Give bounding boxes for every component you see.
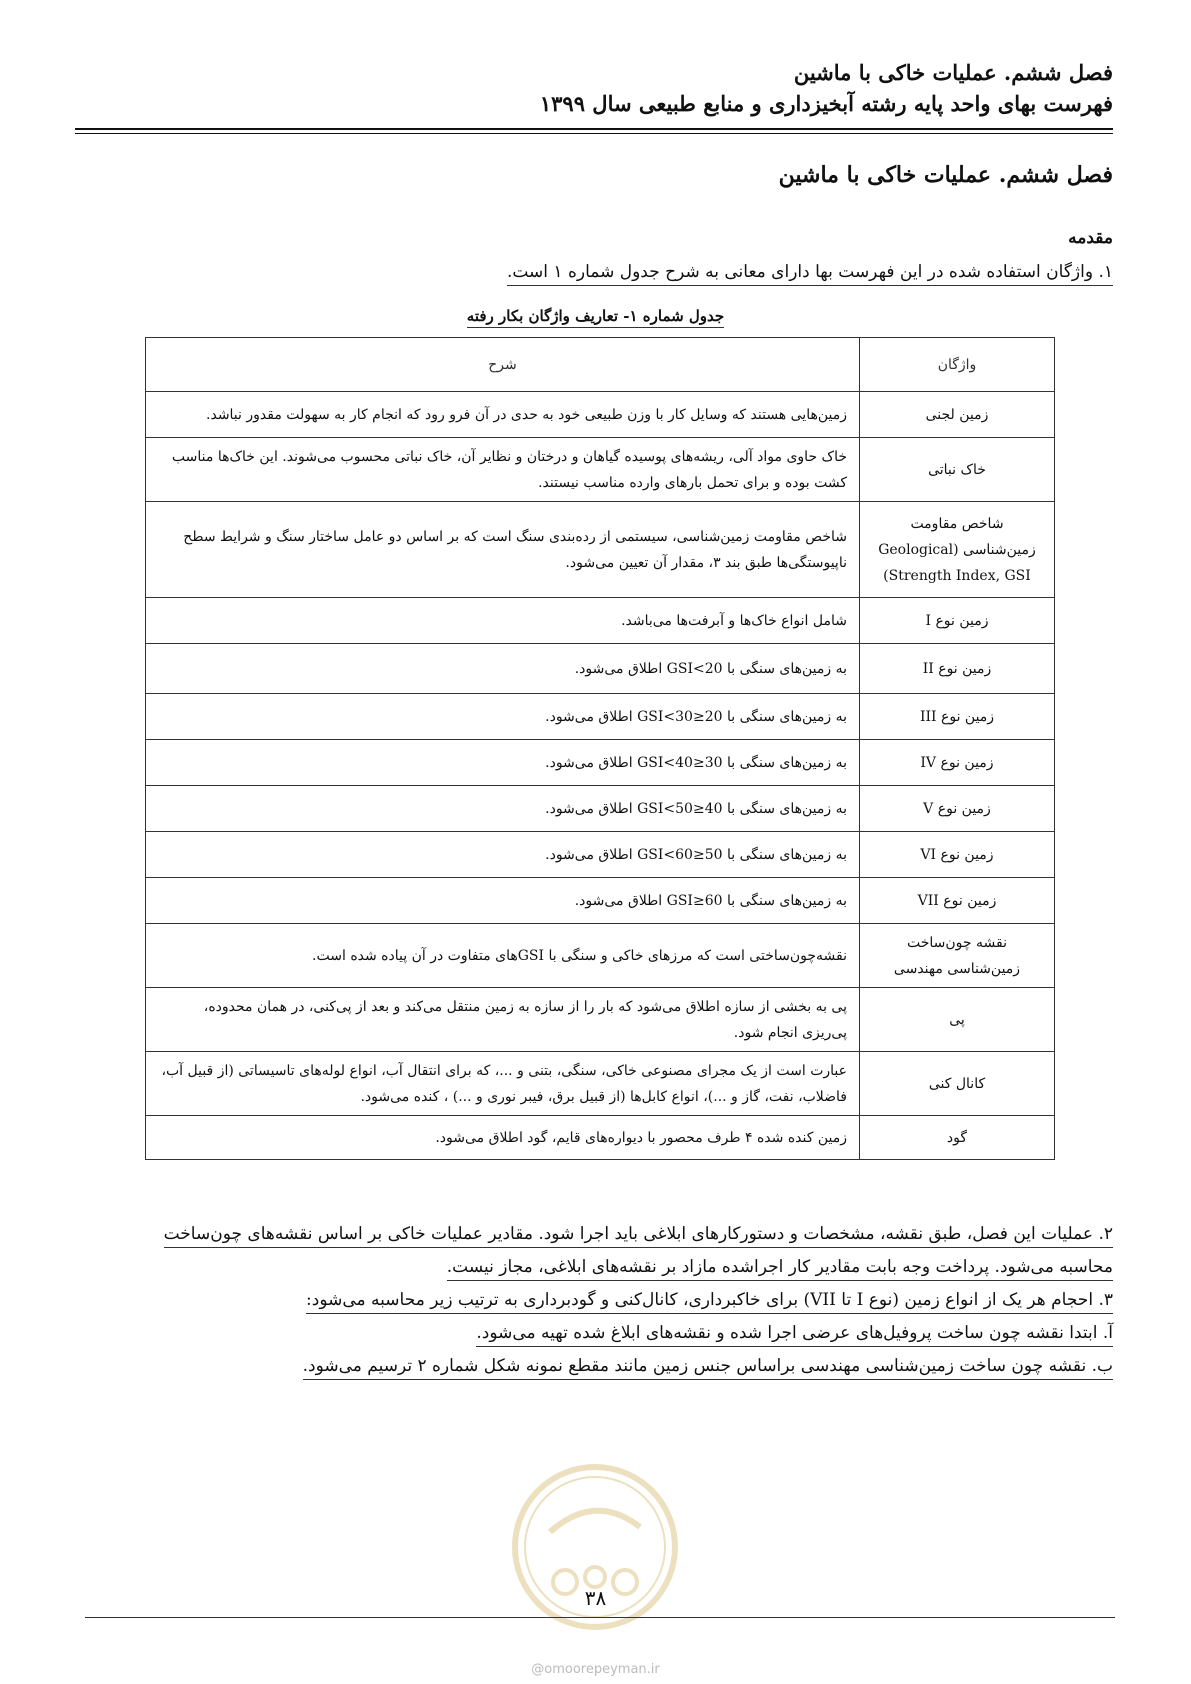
footer-rule — [85, 1617, 1115, 1618]
paragraph-3b: ب. نقشه چون ساخت زمین‌شناسی مهندسی براساس جنس زمین مانند مقطع نمونه شکل شماره ۲ ترسیم می‌شود. — [75, 1352, 1113, 1380]
header-document-title: فهرست بهای واحد پایه رشته آبخیزداری و منابع طبیعی سال ۱۳۹۹ — [539, 91, 1113, 116]
table-row — [146, 988, 1055, 1052]
table-row — [146, 598, 1055, 644]
description-cell: شاخص مقاومت زمین‌شناسی، سیستمی از رده‌بندی سنگ است که بر اساس دو عامل ساختار سنگ و شرایط سطح ناپیوستگی‌ها طبق بند ۳، مقدار آن تعیین می‌شود. — [146, 502, 860, 598]
paragraph-2-line-2: محاسبه می‌شود. پرداخت وجه بابت مقادیر کار اجراشده مازاد بر نقشه‌های ابلاغی، مجاز نیست. — [75, 1253, 1113, 1281]
table-row — [146, 694, 1055, 740]
paragraph-1: ۱. واژگان استفاده شده در این فهرست بها دارای معانی به شرح جدول شماره ۱ است. — [507, 262, 1113, 286]
description-cell: به زمین‌های سنگی با 20≤GSI<30 اطلاق می‌شود. — [146, 694, 860, 740]
table-row — [146, 1052, 1055, 1116]
table-row — [146, 392, 1055, 438]
paragraph-2-line-1: ۲. عملیات این فصل، طبق نقشه، مشخصات و دستورکارهای ابلاغی باید اجرا شود. مقادیر عملیات خاکی بر اساس نقشه‌های چون‌ساخت — [75, 1220, 1113, 1248]
description-cell: به زمین‌های سنگی با GSI<20 اطلاق می‌شود. — [146, 644, 860, 694]
description-cell: عبارت است از یک مجرای مصنوعی خاکی، سنگی، بتنی و ...، که برای انتقال آب، انواع لوله‌های تاسیساتی (از قبیل آب، فاضلاب، نفت، گاز و ...)، انواع کابل‌ها (از قبیل برق، فیبر نوری و ...) ، کنده می‌شود. — [146, 1052, 860, 1116]
watermark-url: @omoorepeyman.ir — [531, 1662, 660, 1677]
header-rule-thin — [75, 133, 1113, 134]
page-number: ۳۸ — [584, 1586, 607, 1610]
header-term: واژگان — [860, 338, 1055, 392]
table-row — [146, 832, 1055, 878]
chapter-title: فصل ششم. عملیات خاکی با ماشین — [778, 162, 1113, 188]
term-cell: زمین نوع VI — [860, 832, 1055, 878]
term-cell: زمین نوع III — [860, 694, 1055, 740]
description-cell: خاک حاوی مواد آلی، ریشه‌های پوسیده گیاهان و درختان و نظایر آن، خاک نباتی محسوب می‌شوند. این خاک‌ها مناسب کشت بوده و برای تحمل بارهای وارده مناسب نیستند. — [146, 438, 860, 502]
term-cell: زمین نوع VII — [860, 878, 1055, 924]
term-cell: زمین نوع V — [860, 786, 1055, 832]
term-cell: پی — [860, 988, 1055, 1052]
description-cell: شامل انواع خاک‌ها و آبرفت‌ها می‌باشد. — [146, 598, 860, 644]
intro-heading: مقدمه — [1068, 228, 1113, 248]
term-cell: زمین نوع II — [860, 644, 1055, 694]
description-cell: زمین کنده شده ۴ طرف محصور با دیواره‌های قایم، گود اطلاق می‌شود. — [146, 1116, 860, 1160]
table-row — [146, 1116, 1055, 1160]
table-row — [146, 502, 1055, 598]
paragraph-3: ۳. احجام هر یک از انواع زمین (نوع I تا VII) برای خاکبرداری، کانال‌کنی و گودبرداری به ترتیب زیر محاسبه می‌شود: — [75, 1286, 1113, 1314]
definitions-table — [145, 337, 1055, 1160]
header-chapter: فصل ششم. عملیات خاکی با ماشین — [793, 60, 1113, 85]
term-cell: زمین نوع IV — [860, 740, 1055, 786]
description-cell: به زمین‌های سنگی با 60≤GSI اطلاق می‌شود. — [146, 878, 860, 924]
term-cell: زمین لجنی — [860, 392, 1055, 438]
description-cell: به زمین‌های سنگی با 50≤GSI<60 اطلاق می‌شود. — [146, 832, 860, 878]
term-cell: نقشه چون‌ساخت زمین‌شناسی مهندسی — [860, 924, 1055, 988]
header-desc: شرح — [146, 338, 860, 392]
description-cell: به زمین‌های سنگی با 30≤GSI<40 اطلاق می‌شود. — [146, 740, 860, 786]
description-cell: زمین‌هایی هستند که وسایل کار با وزن طبیعی خود به حدی در آن فرو رود که انجام کار به سهولت مقدور نباشد. — [146, 392, 860, 438]
description-cell: پی به بخشی از سازه اطلاق می‌شود که بار را از سازه به زمین منتقل می‌کند و بعد از پی‌کنی، در همان محدوده، پی‌ریزی انجام شود. — [146, 988, 860, 1052]
table-caption-wrap — [0, 306, 1191, 328]
table-row — [146, 740, 1055, 786]
term-cell: گود — [860, 1116, 1055, 1160]
table-header-row — [146, 338, 1055, 392]
table-row — [146, 878, 1055, 924]
paragraph-3a: آ. ابتدا نقشه چون ساخت پروفیل‌های عرضی اجرا شده و نقشه‌های ابلاغ شده تهیه می‌شود. — [75, 1319, 1113, 1347]
term-cell: زمین نوع I — [860, 598, 1055, 644]
table-row — [146, 438, 1055, 502]
description-cell: نقشه‌چون‌ساختی است که مرزهای خاکی و سنگی با GSIهای متفاوت در آن پیاده شده است. — [146, 924, 860, 988]
header-rule-thick — [75, 128, 1113, 130]
term-cell: خاک نباتی — [860, 438, 1055, 502]
table-row — [146, 924, 1055, 988]
description-cell: به زمین‌های سنگی با 40≤GSI<50 اطلاق می‌شود. — [146, 786, 860, 832]
table-caption: جدول شماره ۱- تعاریف واژگان بکار رفته — [467, 307, 724, 328]
body-text — [75, 1220, 1113, 1385]
page-header — [75, 58, 1113, 120]
table-row — [146, 644, 1055, 694]
term-cell: شاخص مقاومت زمین‌شناسی (Geological Strength Index, GSI) — [860, 502, 1055, 598]
table-row — [146, 786, 1055, 832]
term-cell: کانال کنی — [860, 1052, 1055, 1116]
